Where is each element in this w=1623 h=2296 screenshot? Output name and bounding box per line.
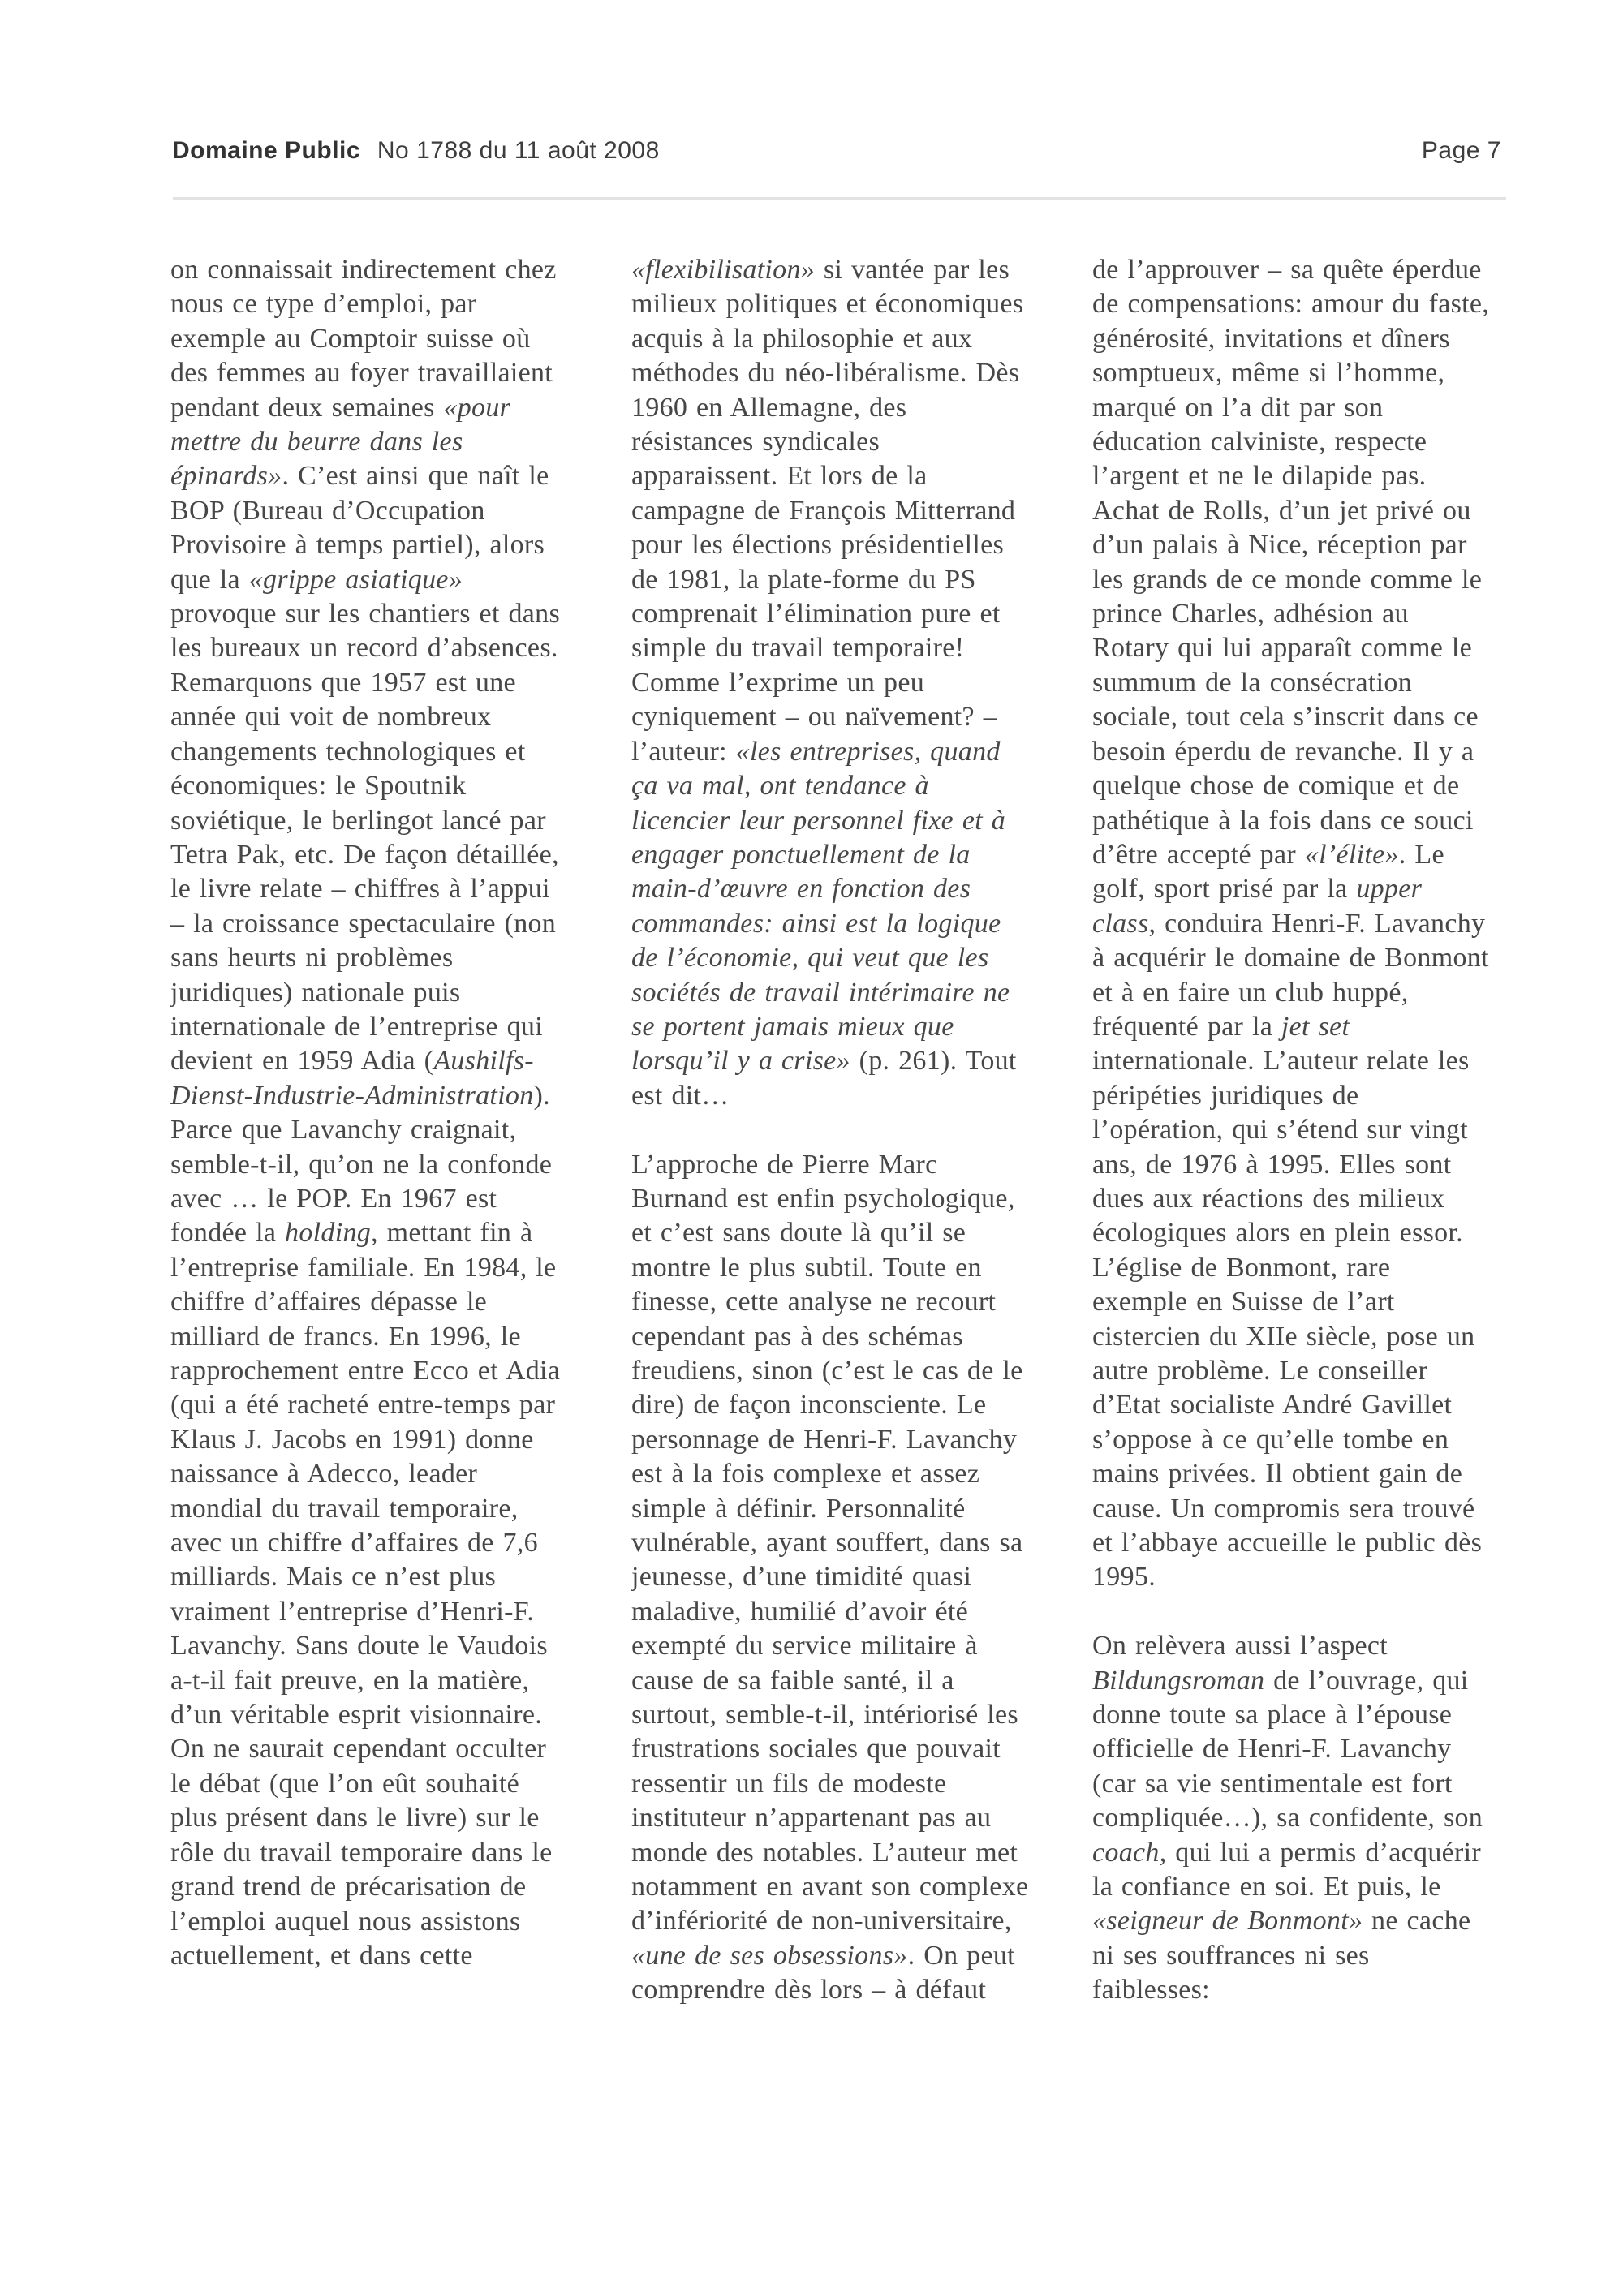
italic-text-segment: coach [1092, 1837, 1160, 1868]
masthead [172, 136, 660, 166]
text-segment: . Le golf, sport prisé par la [1092, 839, 1444, 905]
italic-text-segment: «flexibilisation» [631, 255, 816, 285]
text-segment: on connaissait indirectement chez nous ce type d’emploi, par exemple au Comptoir suisse où des femmes au foyer travaillaient pendant deux semaines [170, 255, 557, 423]
text-segment: provoque sur les chantiers et dans les bureaux un record d’absences. Remarquons que 1957 est une année qui voit de nombreux changements technologiques et économiques: le Spoutnik soviétique, le berlingot lancé par Tetra Pak, etc. De façon détaillée, le livre relate – chiffres à l’appui – la croissance spectaculaire (non sans heurts ni problèmes juridiques) nationale puis internationale de l’entreprise qui devient en 1959 Adia ( [170, 599, 561, 1077]
italic-text-segment: «grippe asiatique» [248, 564, 463, 595]
text-column-2 [631, 253, 1031, 2008]
italic-text-segment: «seigneur de Bonmont» [1092, 1906, 1363, 1937]
text-segment: , conduira Henri-F. Lavanchy à acquérir le domaine de Bonmont et à en faire un club huppé, fréquenté par la [1092, 908, 1489, 1042]
paragraph [1092, 253, 1492, 1595]
italic-text-segment: «pour mettre du beurre dans les épinards» [170, 392, 511, 492]
text-segment: ne cache ni ses souffrances ni ses faiblesses: [1092, 1906, 1471, 2006]
italic-text-segment: jet set [1281, 1011, 1350, 1042]
text-segment: internationale. L’auteur relate les péripéties juridiques de l’opération, qui s’étend sur vingt ans, de 1976 à 1995. Elles sont dues aux réactions des milieux écologiques alors en plein essor. L’église de Bonmont, rare exemple en Suisse de l’art cistercien du XIIe siècle, pose un autre problème. Le conseiller d’Etat socialiste André Gavillet s’oppose à ce qu’elle tombe en mains privées. Il obtient gain de cause. Un compromis sera trouvé et l’abbaye accueille le public dès 1995. [1092, 1046, 1483, 1593]
publication-name: Domaine Public [172, 137, 361, 164]
header-rule [173, 197, 1506, 200]
paragraph [631, 1148, 1031, 2008]
paragraph [170, 253, 570, 1973]
text-segment: ). Parce que Lavanchy craignait, semble-t-il, qu’on ne la confonde avec … le POP. En 1967 est fondée la [170, 1080, 553, 1249]
text-segment: de l’approuver – sa quête éperdue de compensations: amour du faste, générosité, invitations et dîners somptueux, même si l’homme, marqué on l’a dit par son éducation calviniste, respecte l’argent et ne le dilapide pas. Achat de Rolls, d’un jet privé ou d’un palais à Nice, réception par les grands de ce monde comme le prince Charles, adhésion au Rotary qui lui apparaît comme le summum de la consécration sociale, tout cela s’inscrit dans ce besoin éperdu de revanche. Il y a quelque chose de comique et de pathétique à la fois dans ce souci d’être accepté par [1092, 255, 1490, 870]
text-segment: . On peut comprendre dès lors – à défaut [631, 1940, 1015, 2006]
page-header [172, 136, 1501, 166]
italic-text-segment: upper class [1092, 874, 1423, 939]
text-segment: de l’ouvrage, qui donne toute sa place à l’épouse officielle de Henri-F. Lavanchy (car sa vie sentimentale est fort compliquée…), sa confidente, son [1092, 1665, 1483, 1834]
paragraph [631, 253, 1031, 1113]
text-segment: (p. 261). Tout est dit… [631, 1046, 1017, 1111]
paragraph [1092, 1629, 1492, 2007]
text-column-1 [170, 253, 570, 2008]
italic-text-segment: «les entreprises, quand ça va mal, ont tendance à licencier leur personnel fixe et à engager ponctuellement de la main-d’œuvre en fonction des commandes: ainsi est la logique de l’économie, qui veut que les sociétés de travail intérimaire ne se portent jamais mieux que lorsqu’il y a crise» [631, 736, 1010, 1077]
text-segment: On relèvera aussi l’aspect [1092, 1631, 1388, 1662]
text-segment: , qui lui a permis d’acquérir la confiance en soi. Et puis, le [1092, 1837, 1482, 1903]
italic-text-segment: Bildungsroman [1092, 1665, 1265, 1696]
text-segment: si vantée par les milieux politiques et économiques acquis à la philosophie et aux méthodes du néo-libéralisme. Dès 1960 en Allemagne, des résistances syndicales apparaissent. Et lors de la campagne de François Mitterrand pour les élections présidentielles de 1981, la plate-forme du PS comprenait l’élimination pure et simple du travail temporaire! Comme l’exprime un peu cyniquement – ou naïvement? – l’auteur: [631, 255, 1024, 767]
text-column-3 [1092, 253, 1492, 2008]
issue-info: No 1788 du 11 août 2008 [377, 137, 660, 164]
text-segment: . C’est ainsi que naît le BOP (Bureau d’Occupation Provisoire à temps partiel), alors que la [170, 461, 549, 595]
italic-text-segment: holding [285, 1218, 372, 1249]
article-columns [170, 253, 1508, 2008]
page-number: Page 7 [1421, 137, 1501, 164]
italic-text-segment: Aushilfs-Dienst-Industrie-Administration [170, 1046, 534, 1111]
italic-text-segment: «une de ses obsessions» [631, 1940, 908, 1971]
text-segment: , mettant fin à l’entreprise familiale. En 1984, le chiffre d’affaires dépasse le milliard de francs. En 1996, le rapprochement entre Ecco et Adia (qui a été racheté entre-temps par Klaus J. Jacobs en 1991) donne naissance à Adecco, leader mondial du travail temporaire, avec un chiffre d’affaires de 7,6 milliards. Mais ce n’est plus vraiment l’entreprise d’Henri-F. Lavanchy. Sans doute le Vaudois a-t-il fait preuve, en la matière, d’un véritable esprit visionnaire. On ne saurait cependant occulter le débat (que l’on eût souhaité plus présent dans le livre) sur le rôle du travail temporaire dans le grand trend de précarisation de l’emploi auquel nous assistons actuellement, et dans cette [170, 1218, 561, 1971]
text-segment: L’approche de Pierre Marc Burnand est enfin psychologique, et c’est sans doute là qu’il se montre le plus subtil. Toute en finesse, cette analyse ne recourt cependant pas à des schémas freudiens, sinon (c’est le cas de le dire) de façon inconsciente. Le personnage de Henri-F. Lavanchy est à la fois complexe et assez simple à définir. Personnalité vulnérable, ayant souffert, dans sa jeunesse, d’une timidité quasi maladive, humilié d’avoir été exempté du service militaire à cause de sa faible santé, il a surtout, semble-t-il, intériorisé les frustrations sociales que pouvait ressentir un fils de modeste instituteur n’appartenant pas au monde des notables. L’auteur met notamment en avant son complexe d’infériorité de non-universitaire, [631, 1149, 1029, 1937]
italic-text-segment: «l’élite» [1304, 839, 1399, 870]
